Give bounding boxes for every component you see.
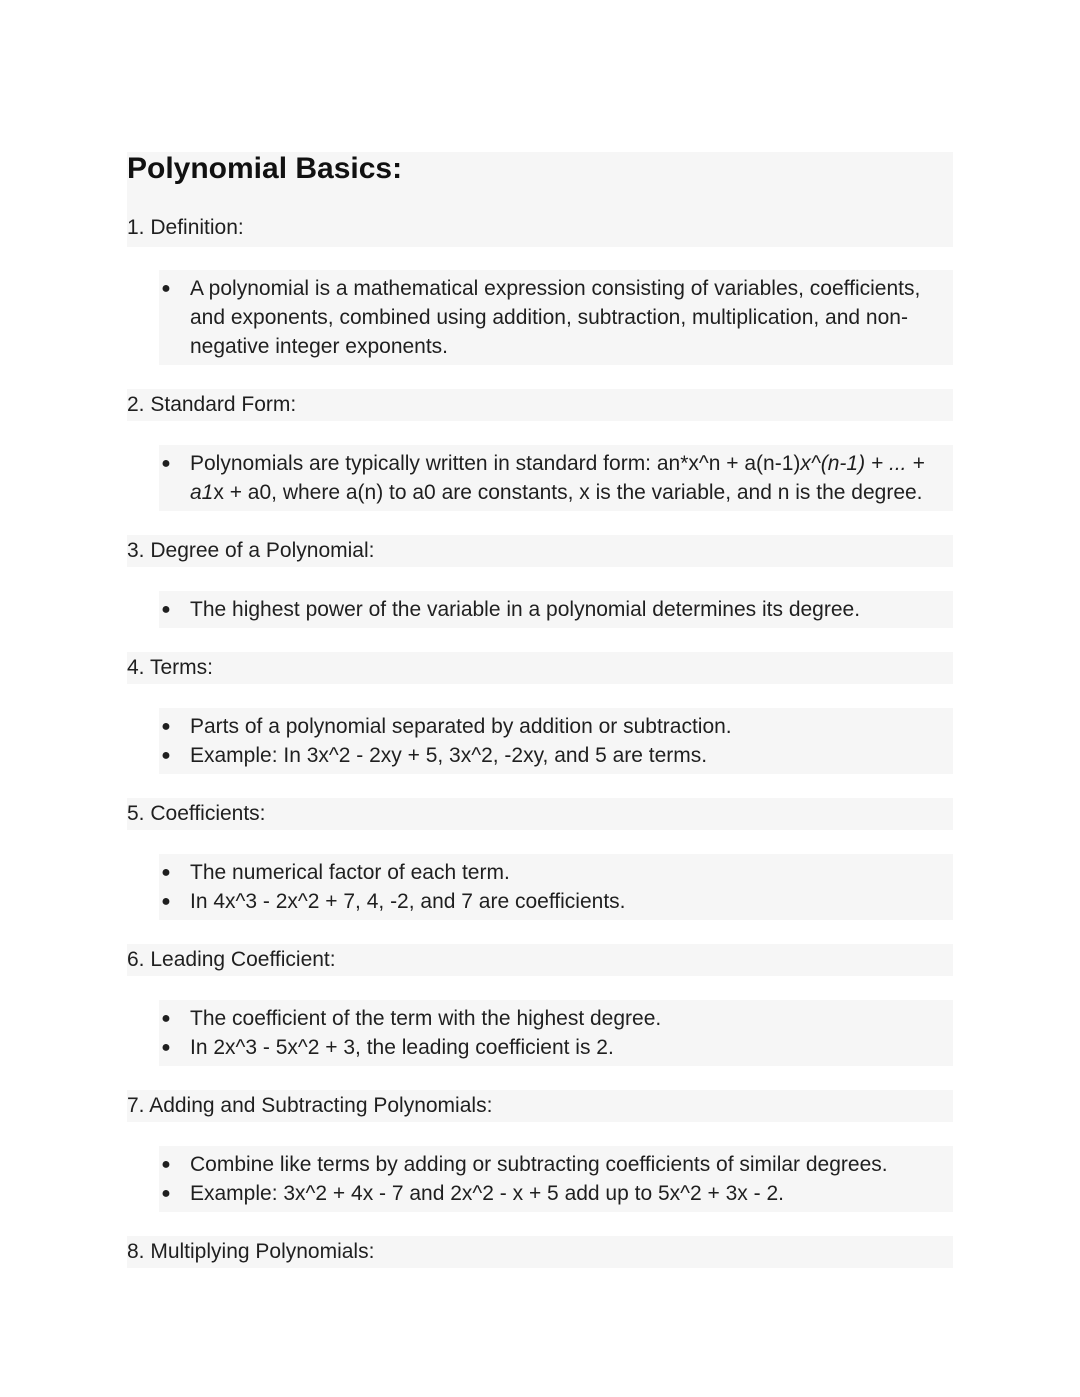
title-block: [127, 152, 953, 247]
section-heading: 3. Degree of a Polynomial:: [127, 535, 953, 567]
list-item: [159, 712, 953, 741]
list-item-text-part: x + a0, where a(n) to a0 are constants, x is the variable, and n is the degree.: [213, 481, 923, 504]
list-item-text: Example: 3x^2 + 4x - 7 and 2x^2 - x + 5 add up to 5x^2 + 3x - 2.: [190, 1182, 784, 1205]
list-item: [159, 858, 953, 887]
bullet-icon: ●: [161, 1156, 171, 1173]
list-item-text-part: Polynomials are typically written in standard form: an*x^n + a(n-1): [190, 452, 801, 475]
list-item: [159, 1004, 953, 1033]
bullet-icon: ●: [161, 747, 171, 764]
bullet-icon: ●: [161, 601, 171, 618]
bullet-icon: ●: [161, 455, 171, 472]
list-item: [159, 1033, 953, 1062]
list-item: [159, 1179, 953, 1208]
section-heading: 5. Coefficients:: [127, 798, 953, 830]
list-item-text: In 2x^3 - 5x^2 + 3, the leading coefficient is 2.: [190, 1036, 614, 1059]
section-heading: 7. Adding and Subtracting Polynomials:: [127, 1090, 953, 1122]
list-item: [159, 1150, 953, 1179]
list-item-text: Combine like terms by adding or subtracting coefficients of similar degrees.: [190, 1153, 888, 1176]
section-heading: 2. Standard Form:: [127, 389, 953, 421]
list-item-text: Parts of a polynomial separated by addition or subtraction.: [190, 715, 732, 738]
list-item-text: In 4x^3 - 2x^2 + 7, 4, -2, and 7 are coefficients.: [190, 890, 626, 913]
bullet-list: [159, 708, 953, 774]
list-item-text: The highest power of the variable in a polynomial determines its degree.: [190, 598, 861, 621]
list-item: [159, 449, 953, 507]
list-item-text: A polynomial is a mathematical expression consisting of variables, coefficients, and exponents, combined using addition, subtraction, multiplication, and non-negative integer exponents.: [190, 277, 921, 358]
list-item-text: The coefficient of the term with the highest degree.: [190, 1007, 662, 1030]
bullet-list: [159, 591, 953, 628]
section-heading: 4. Terms:: [127, 652, 953, 684]
section-heading: 8. Multiplying Polynomials:: [127, 1236, 953, 1268]
list-item: [159, 274, 953, 361]
bullet-icon: ●: [161, 718, 171, 735]
list-item-text-part: x^(n-1) + ... + a1: [190, 452, 925, 504]
list-item-text: Example: In 3x^2 - 2xy + 5, 3x^2, -2xy, and 5 are terms.: [190, 744, 708, 767]
bullet-list: [159, 445, 953, 511]
section-heading: 6. Leading Coefficient:: [127, 944, 953, 976]
bullet-list: [159, 270, 953, 365]
document: [127, 152, 953, 1268]
list-item: [159, 741, 953, 770]
list-item: [159, 595, 953, 624]
bullet-icon: ●: [161, 1039, 171, 1056]
list-item-text: The numerical factor of each term.: [190, 861, 510, 884]
bullet-list: [159, 854, 953, 920]
bullet-icon: ●: [161, 864, 171, 881]
sections-container: [127, 270, 953, 1268]
bullet-icon: ●: [161, 1185, 171, 1202]
bullet-list: [159, 1146, 953, 1212]
bullet-list: [159, 1000, 953, 1066]
bullet-icon: ●: [161, 893, 171, 910]
bullet-icon: ●: [161, 1010, 171, 1027]
list-item: [159, 887, 953, 916]
section-heading: 1. Definition:: [127, 216, 244, 239]
page-title: Polynomial Basics:: [127, 152, 403, 185]
bullet-icon: ●: [161, 280, 171, 297]
